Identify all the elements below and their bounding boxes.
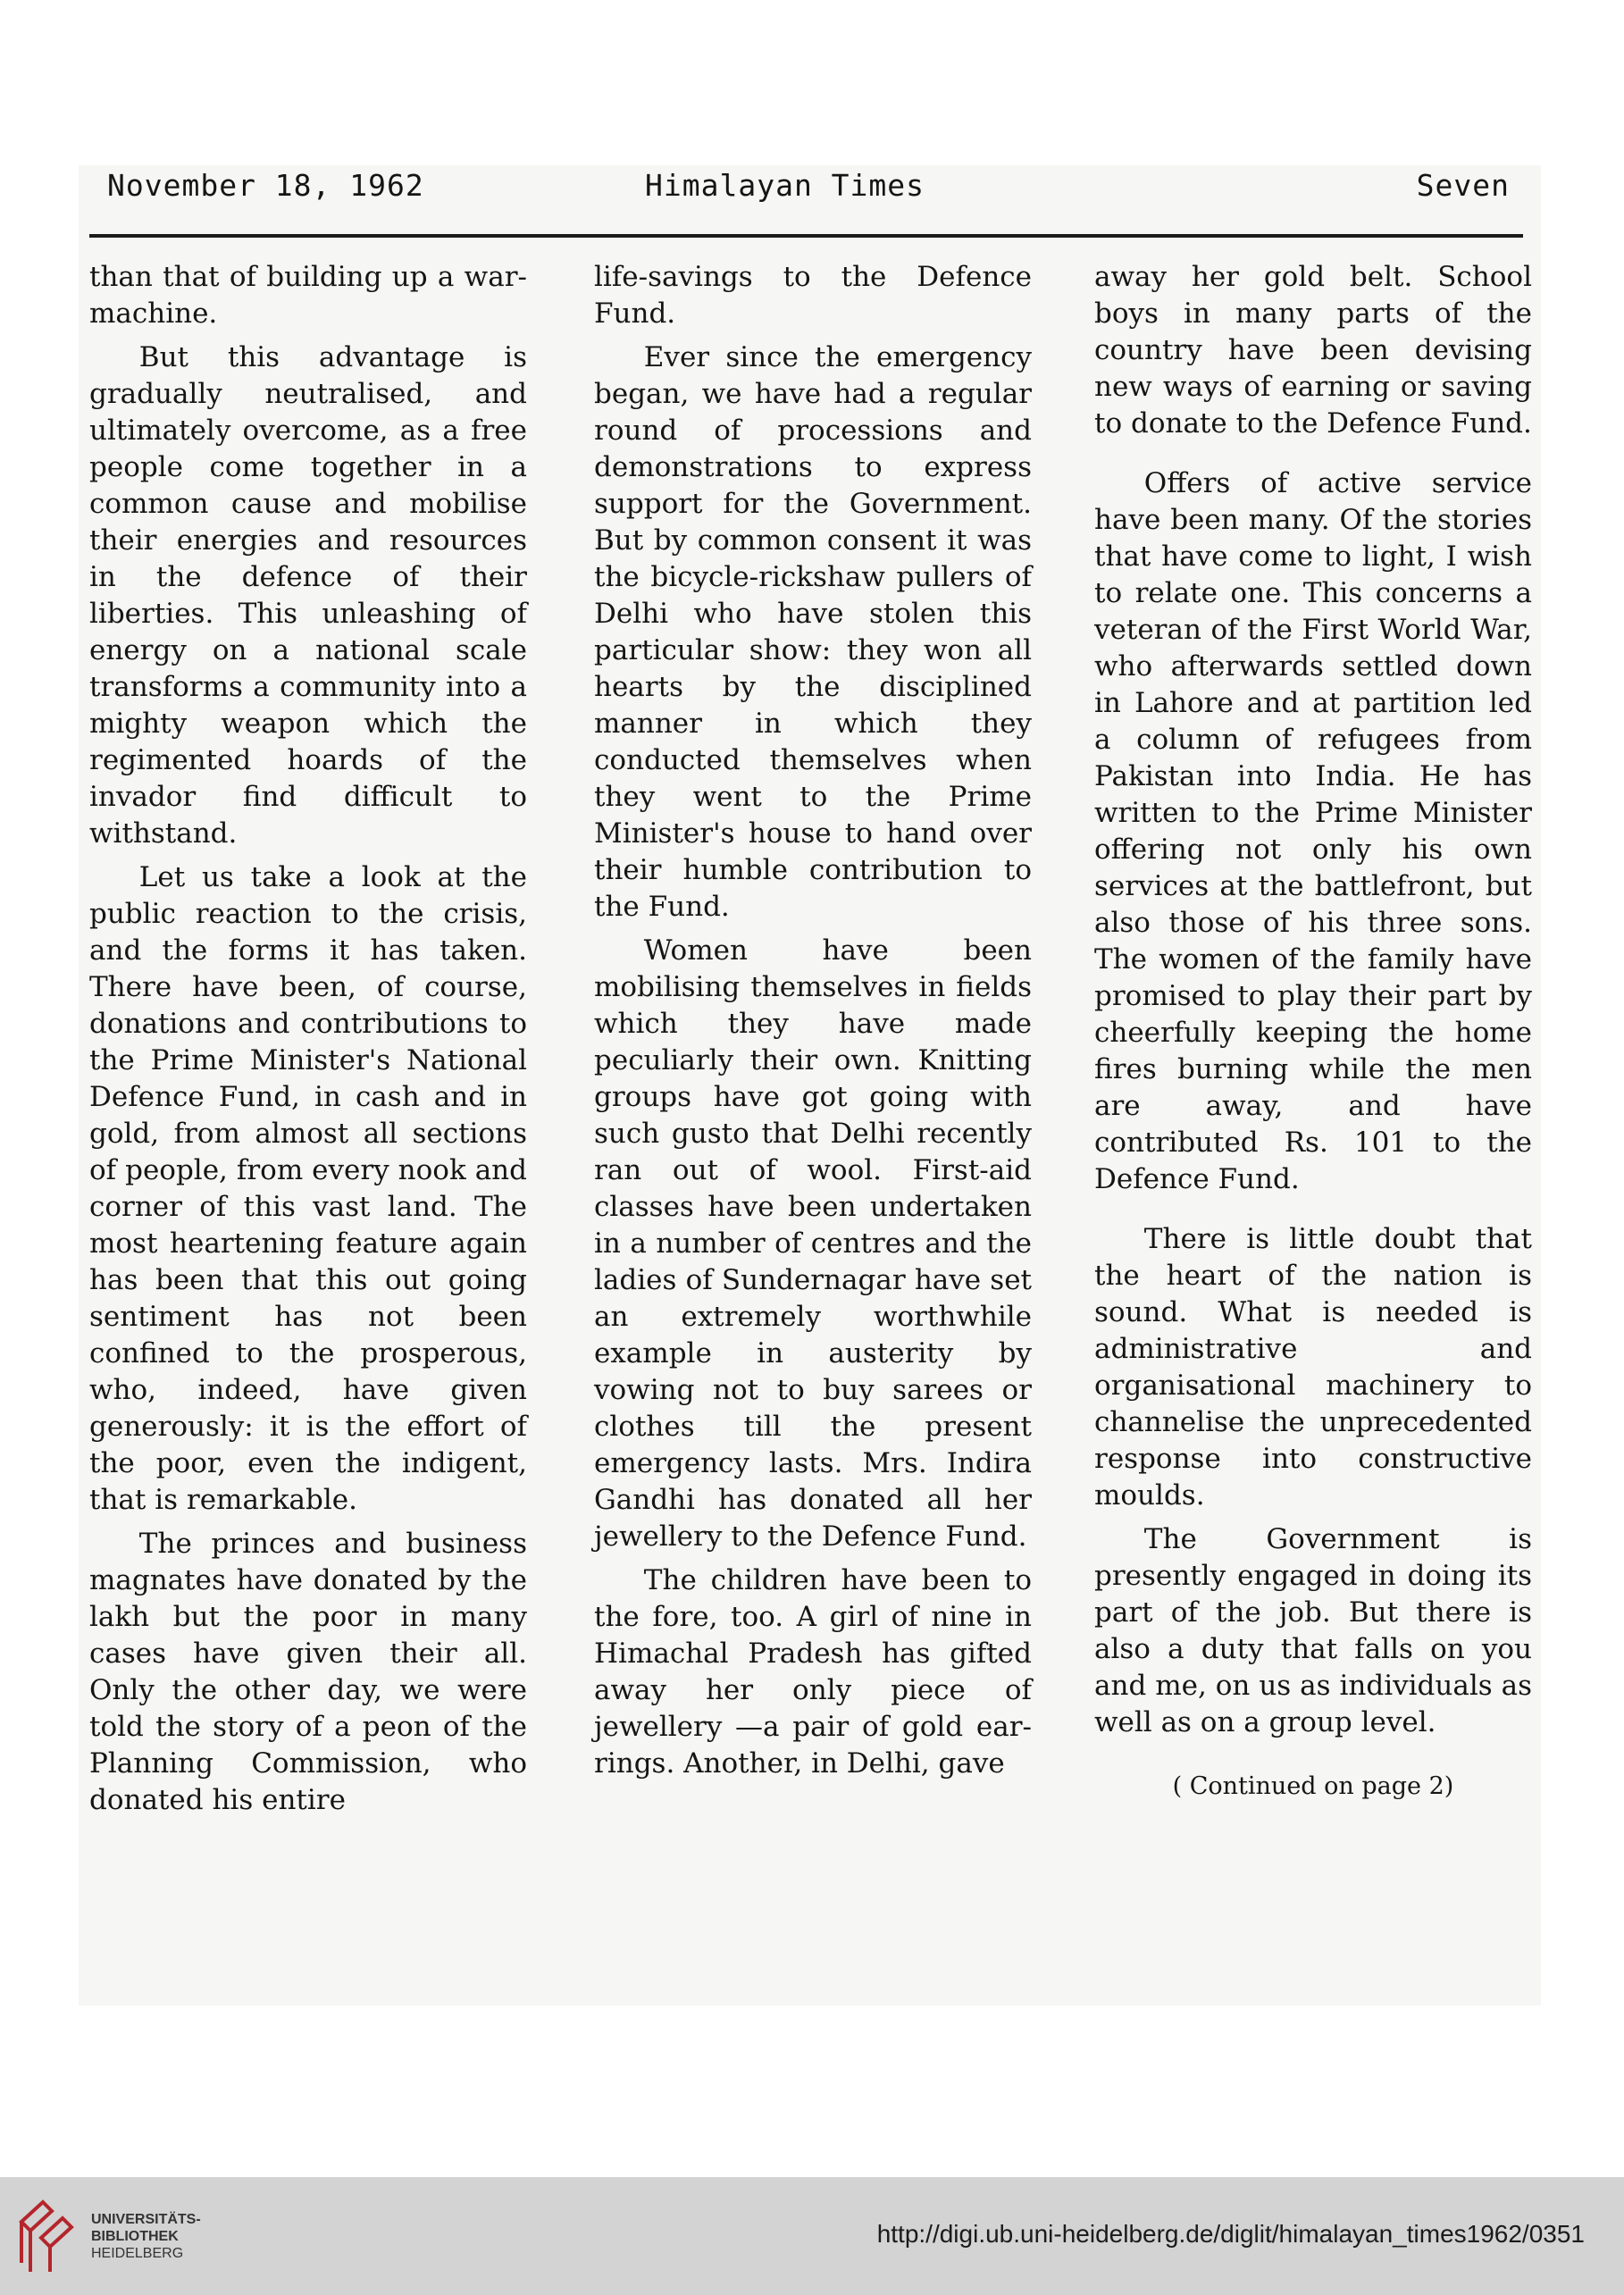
paragraph: The princes and business magnates have donated by the lakh but the poor in many cases have given their all. Only the other day, we were told the story of a peon of the Planning Commission, who donated his entire xyxy=(89,1528,527,1816)
text-column-3 xyxy=(1094,259,1532,2001)
source-url-link[interactable]: http://digi.ub.uni-heidelberg.de/diglit/himalayan_times1962/0351 xyxy=(876,2220,1585,2248)
paragraph: The children have been to the fore, too. A girl of nine in Himachal Pradesh has gifted away her only piece of jewellery —a pair of gold ear-rings. Another, in Delhi, gave xyxy=(594,1564,1032,1780)
paragraph: Offers of active service have been many. Of the stories that have come to light, I wish to relate one. This concerns a veteran of the First World War, who afterwards settled down in Lahore and at partition led a column of refugees from Pakistan into India. He has written to the Prime Minister offering not only his own services at the battlefront, but also those of his three sons. The women of the family have promised to play their part by cheerfully keeping the home fires burning while the men are away, and have contributed Rs. 101 to the Defence Fund. xyxy=(1094,467,1532,1195)
paragraph: The Government is presently engaged in doing its part of the job. But there is also a duty that falls on you and me, on us as individuals as well as on a group level. xyxy=(1094,1523,1532,1738)
library-logo-icon xyxy=(16,2195,77,2275)
paragraph: But this advantage is gradually neutralised, and ultimately overcome, as a free people come together in a common cause and mobilise their energies and resources in the defence of their liberties. This unleashing of energy on a national scale transforms a community into a mighty weapon which the regimented hoards of the invador find difficult to withstand. xyxy=(89,341,527,850)
continued-note: ( Continued on page 2) xyxy=(1172,1772,1454,1800)
paragraph: Women have been mobilising themselves in fields which they have made peculiarly their own. Knitting groups have got going with such gusto that Delhi recently ran out of wool. First-aid classes have been undertaken in a number of centres and the ladies of Sundernagar have set an extremely worthwhile example in austerity by vowing not to buy sarees or clothes till the present emergency lasts. Mrs. Indira Gandhi has donated all her jewellery to the Defence Fund. xyxy=(594,934,1032,1553)
paragraph: life-savings to the Defence Fund. xyxy=(594,261,1032,330)
issue-date: November 18, 1962 xyxy=(107,168,424,203)
page-number: Seven xyxy=(1416,168,1510,203)
paragraph: Ever since the emergency began, we have had a regular round of processions and demonstrations to express support for the Government. But by common consent it was the bicycle-rickshaw pullers of Delhi who have stolen this particular show: they won all hearts by the disciplined manner in which they conducted themselves when they went to the Prime Minister's house to hand over their humble contribution to the Fund. xyxy=(594,341,1032,923)
viewer-footer xyxy=(0,2177,1624,2295)
publication-title: Himalayan Times xyxy=(645,168,925,203)
paragraph: away her gold belt. School boys in many parts of the country have been devising new ways of earning or saving to donate to the Defence Fund. xyxy=(1094,261,1532,440)
library-name: UNIVERSITÄTS- BIBLIOTHEK HEIDELBERG xyxy=(91,2212,201,2261)
paragraph: There is little doubt that the heart of the nation is sound. What is needed is administrative and organisational machinery to channelise the unprecedented response into constructive moulds. xyxy=(1094,1223,1532,1512)
header-rule xyxy=(89,234,1523,238)
paragraph: than that of building up a war-machine. xyxy=(89,261,527,330)
text-column-1 xyxy=(89,259,527,2001)
paragraph: Let us take a look at the public reaction to the crisis, and the forms it has taken. There have been, of course, donations and contributions to the Prime Minister's National Defence Fund, in cash and in gold, from almost all sections of people, from every nook and corner of this vast land. The most heartening feature again has been that this out going sentiment has not been confined to the prosperous, who, indeed, have given generously: it is the effort of the poor, even the indigent, that is remarkable. xyxy=(89,861,527,1516)
page-header xyxy=(107,168,1510,205)
text-column-2 xyxy=(594,259,1032,2001)
